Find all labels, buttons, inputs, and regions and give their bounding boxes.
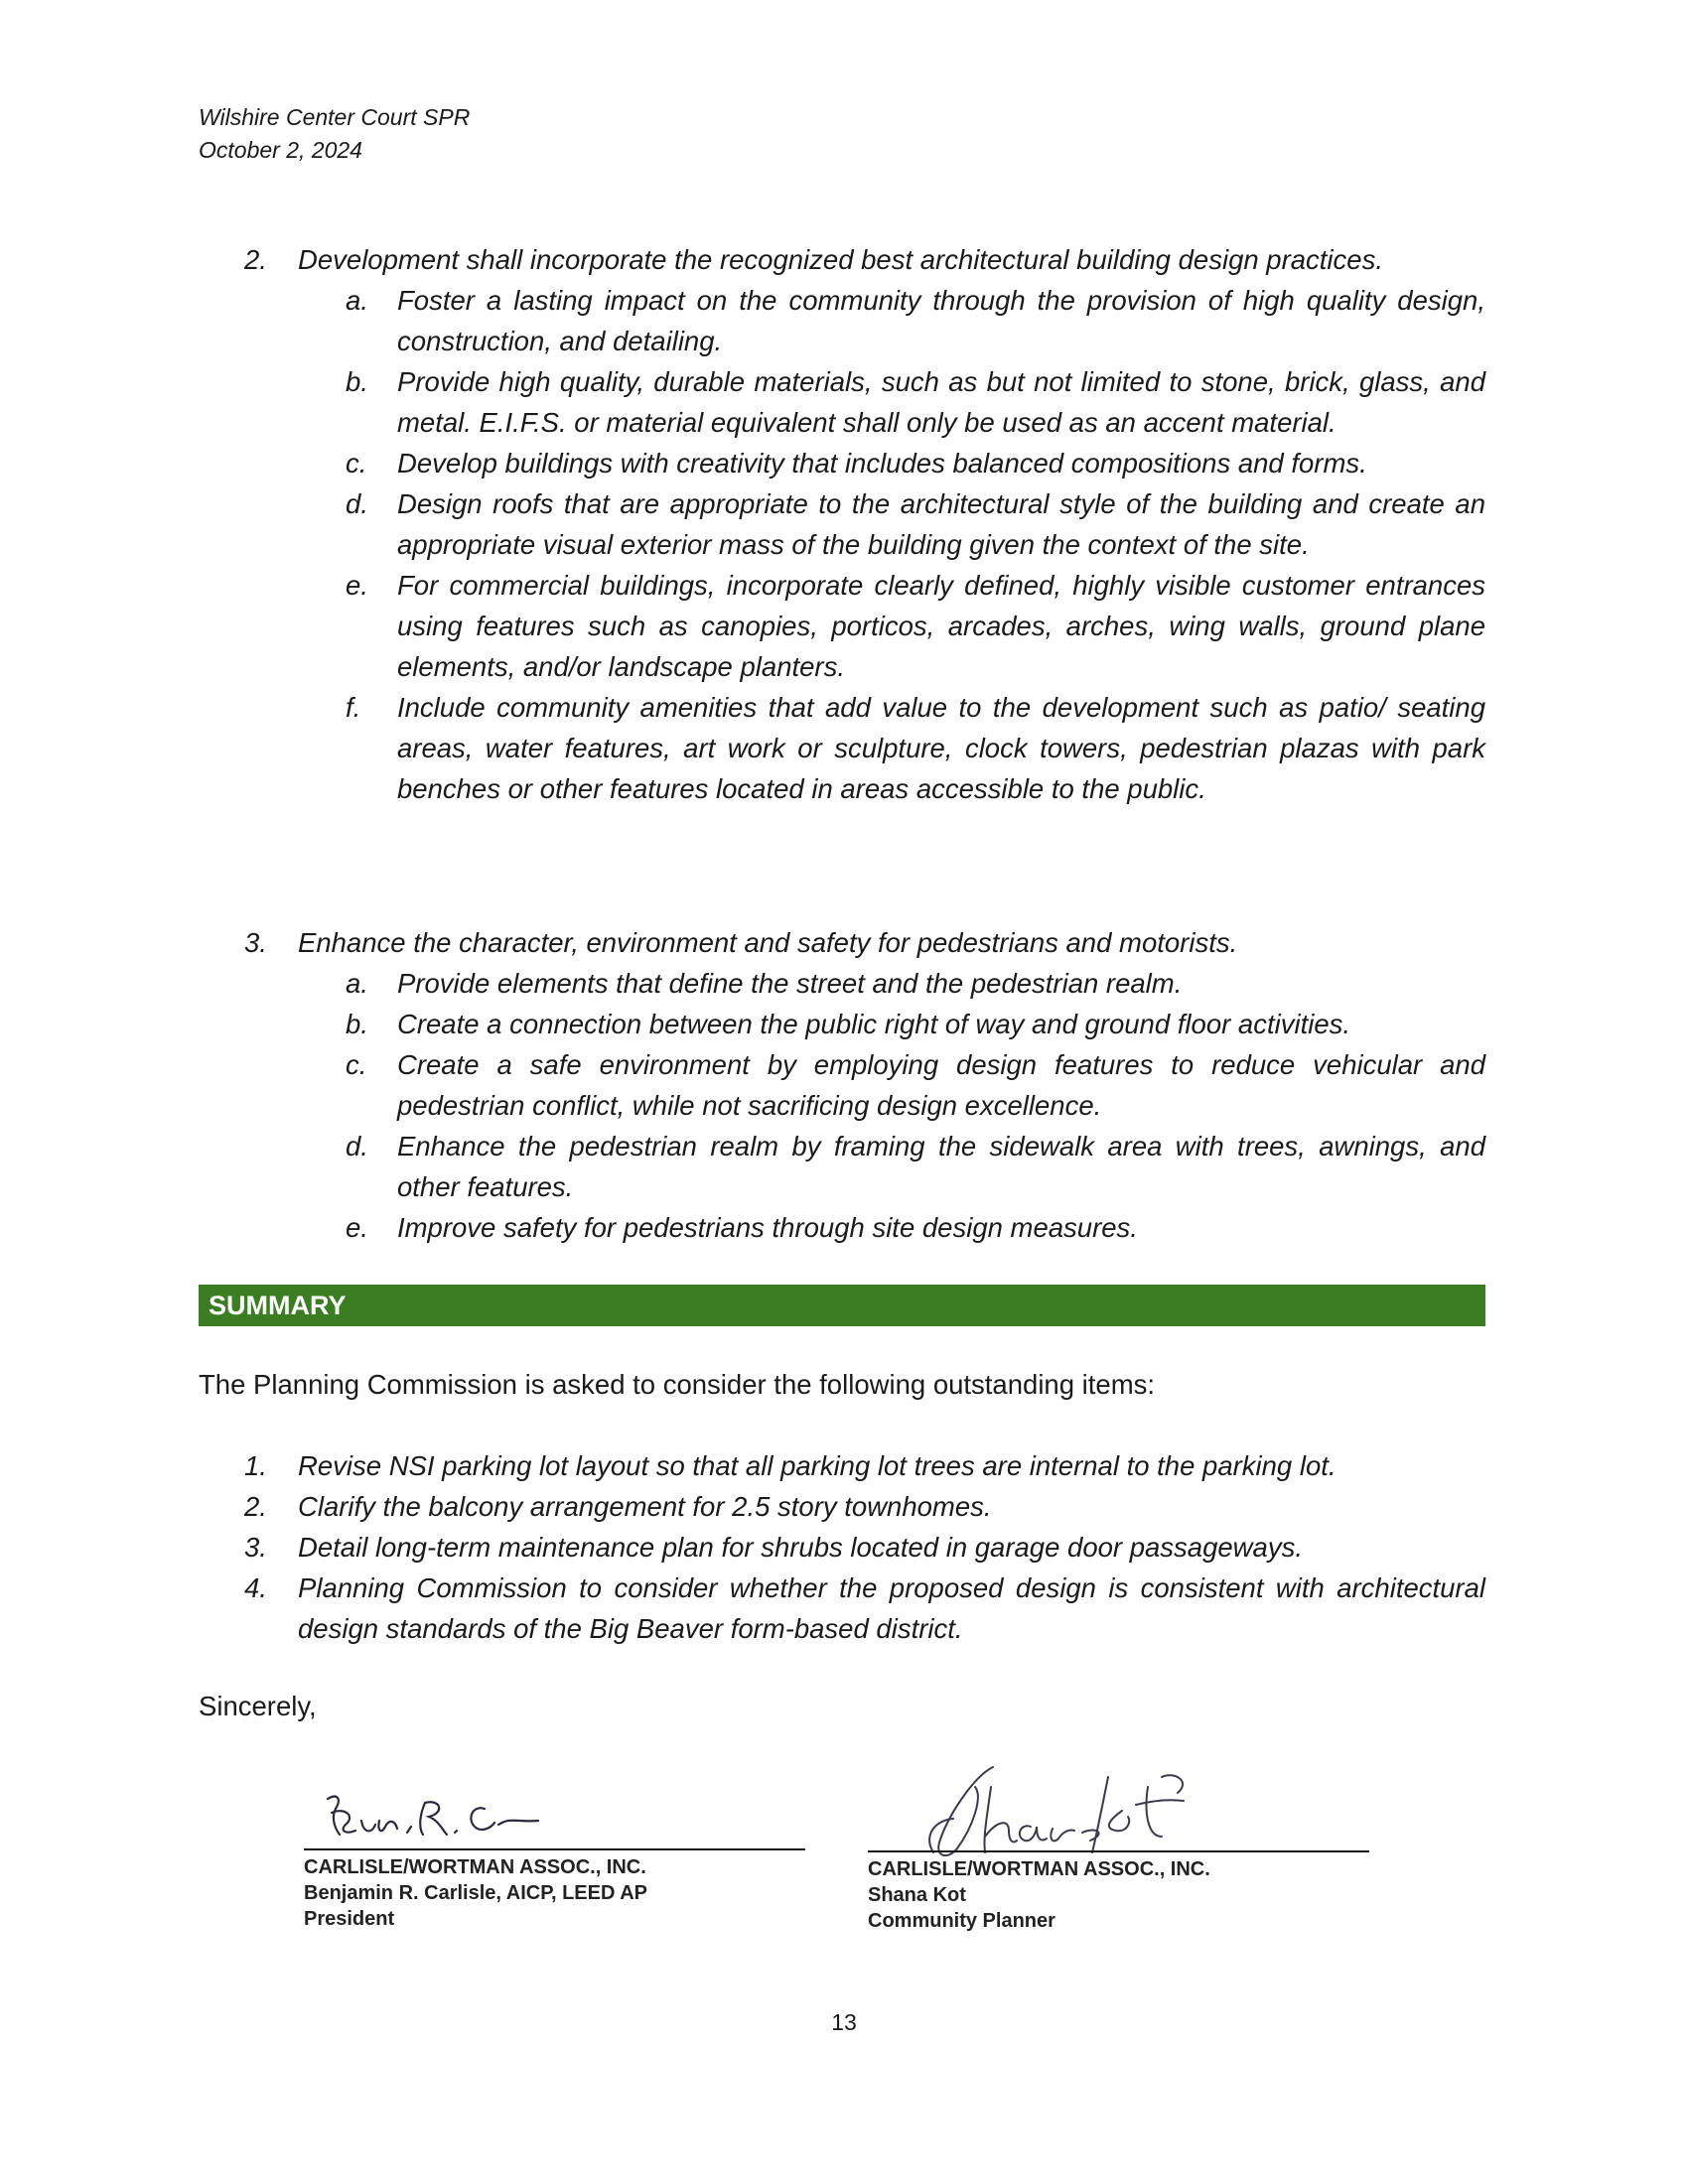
sub-item-letter: c. [346,1049,367,1080]
sub-item-text: Include community amenities that add value to the development such as patio/ seating areas, water features, art work or sculpture, clock towers, pedestrian plazas with park benches or other features located in areas accessible to the public. [397,692,1485,804]
sub-item-text: Provide elements that define the street and the pedestrian realm. [397,968,1183,999]
sub-item-text: Foster a lasting impact on the community through the provision of high quality design, construction, and detailing. [397,285,1485,356]
closing-salutation: Sincerely, [199,1691,317,1721]
sub-item-text: Enhance the pedestrian realm by framing the sidewalk area with trees, awnings, and other features. [397,1131,1485,1202]
list-item [199,1445,1485,1486]
sub-item [199,483,1485,565]
sub-item-text: Create a safe environment by employing design features to reduce vehicular and pedestrian conflict, while not sacrificing design excellence. [397,1049,1485,1121]
list-item [199,922,1485,963]
item-text: Planning Commission to consider whether the proposed design is consistent with architectural design standards of the Big Beaver form-based district. [298,1572,1485,1644]
item-number: 2. [244,244,267,275]
signature-company: CARLISLE/WORTMAN ASSOC., INC. [304,1856,646,1878]
sub-item [199,361,1485,443]
signature-title: Community Planner [868,1910,1055,1932]
list-item [199,239,1485,280]
item-number: 3. [244,1532,267,1563]
list-item [199,1568,1485,1649]
item-text: Enhance the character, environment and safety for pedestrians and motorists. [298,927,1238,958]
item-text: Detail long-term maintenance plan for shrubs located in garage door passageways. [298,1532,1303,1563]
item-number: 2. [244,1491,267,1522]
signature-image [316,1787,574,1846]
sub-item [199,443,1485,483]
sub-item-letter: a. [346,968,368,999]
summary-heading: SUMMARY [199,1285,1485,1326]
signature-name: Benjamin R. Carlisle, AICP, LEED AP [304,1882,648,1904]
item-number: 1. [244,1450,267,1481]
list-item [199,1486,1485,1527]
sub-item [199,1126,1485,1207]
item-number: 4. [244,1572,267,1603]
sub-item [199,565,1485,687]
header-title: Wilshire Center Court SPR [199,104,471,130]
page-number: 13 [831,2009,857,2035]
sub-item-text: For commercial buildings, incorporate clearly defined, highly visible customer entrances using features such as canopies, porticos, arcades, arches, wing walls, ground plane elements, and/or landscape planters. [397,570,1485,682]
sub-item-text: Develop buildings with creativity that includes balanced compositions and forms. [397,448,1367,478]
sub-item [199,1004,1485,1044]
sub-item-letter: d. [346,1131,368,1161]
item-number: 3. [244,927,267,958]
sub-item [199,1044,1485,1126]
signature-title: President [304,1908,395,1930]
section-3 [199,922,1485,1248]
sub-item [199,280,1485,361]
list-item [199,1527,1485,1568]
item-text: Revise NSI parking lot layout so that all parking lot trees are internal to the parking lot. [298,1450,1336,1481]
sub-item-letter: e. [346,1212,368,1243]
summary-intro: The Planning Commission is asked to consider the following outstanding items: [199,1369,1155,1400]
sub-item-letter: e. [346,570,368,601]
sub-item-text: Provide high quality, durable materials, such as but not limited to stone, brick, glass, and metal. E.I.F.S. or material equivalent shall only be used as an accent material. [397,366,1485,438]
signature-block-kot [868,1850,1369,1934]
signature-company: CARLISLE/WORTMAN ASSOC., INC. [868,1858,1210,1880]
item-text: Development shall incorporate the recognized best architectural building design practices. [298,244,1383,275]
sub-item-letter: f. [346,692,361,723]
sub-item-letter: b. [346,366,368,397]
document-header [199,101,470,167]
header-date: October 2, 2024 [199,137,362,163]
sub-item-letter: d. [346,488,368,519]
sub-item-text: Improve safety for pedestrians through site design measures. [397,1212,1138,1243]
sub-item-letter: c. [346,448,367,478]
signature-name: Shana Kot [868,1884,966,1906]
sub-item [199,1207,1485,1248]
sub-item-letter: b. [346,1009,368,1039]
item-text: Clarify the balcony arrangement for 2.5 story townhomes. [298,1491,992,1522]
signature-block-carlisle [304,1848,805,1932]
sub-item [199,963,1485,1004]
section-2 [199,239,1485,809]
sub-item-text: Create a connection between the public right of way and ground floor activities. [397,1009,1351,1039]
sub-item-letter: a. [346,285,368,316]
sub-item [199,687,1485,809]
summary-list [199,1445,1485,1649]
sub-item-text: Design roofs that are appropriate to the architectural style of the building and create an appropriate visual exterior mass of the building given the context of the site. [397,488,1485,560]
